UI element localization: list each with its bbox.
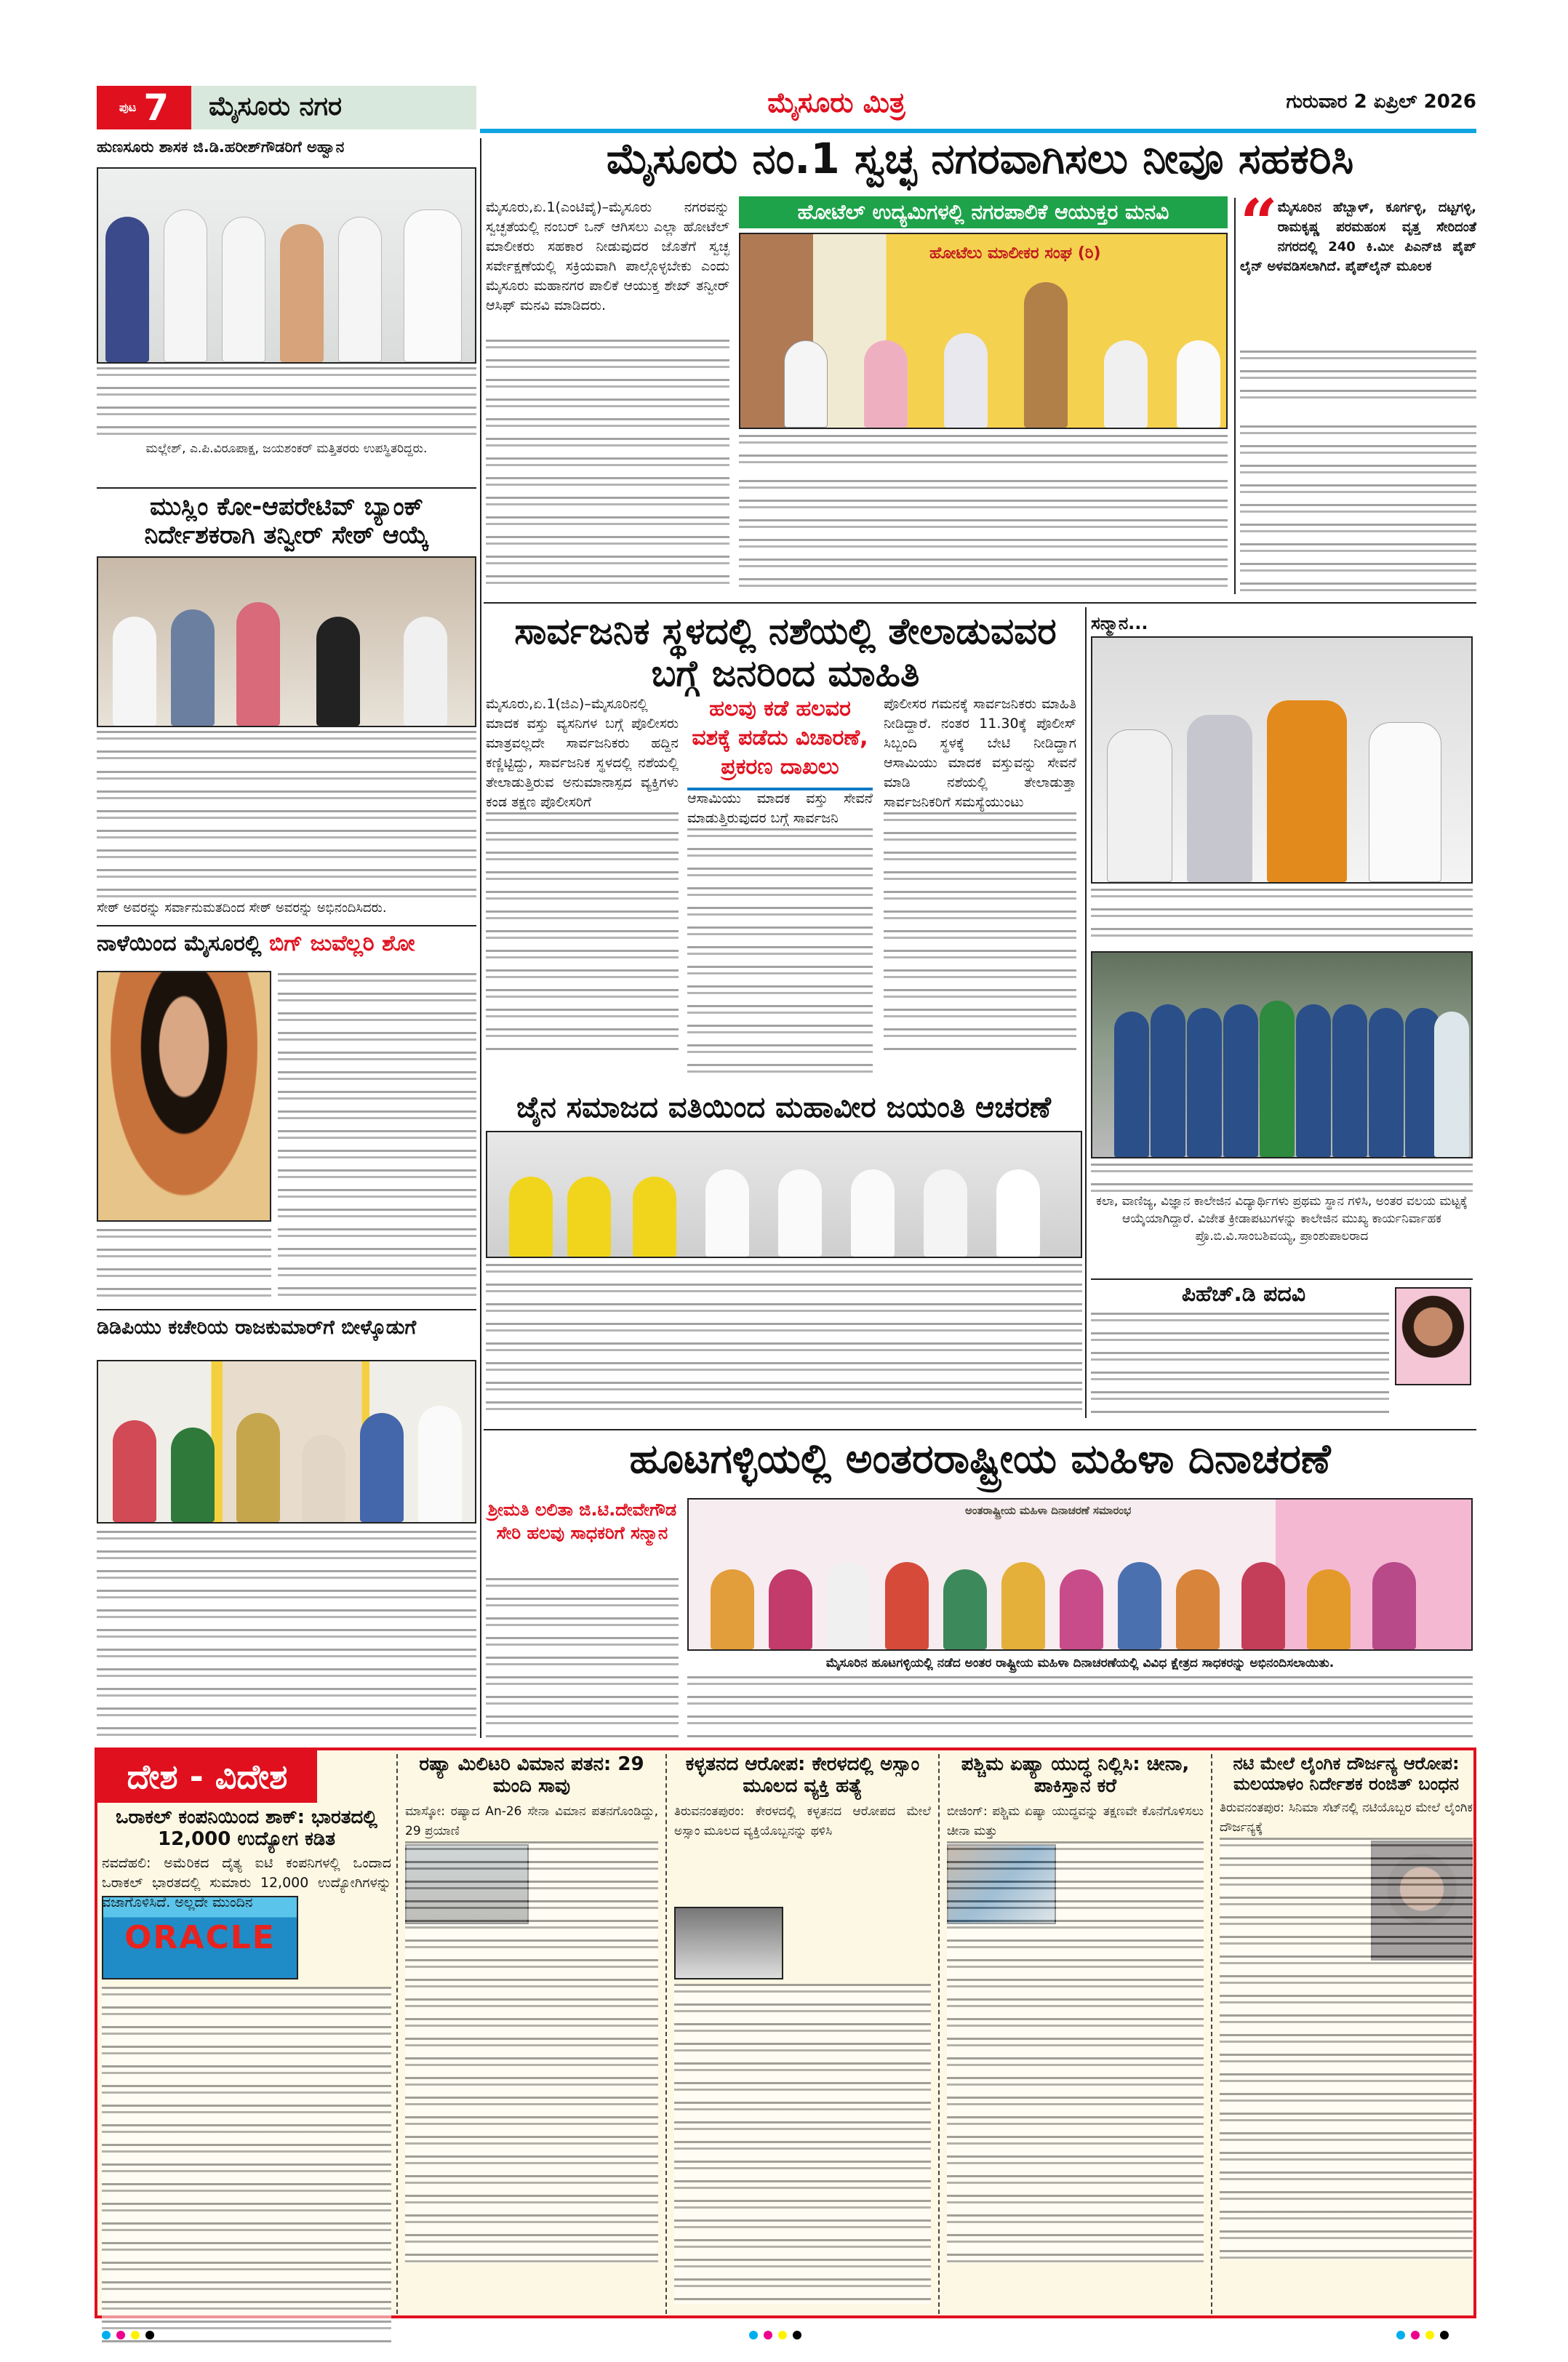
football-caption-text: ಕಲಾ, ವಾಣಿಜ್ಯ, ವಿಜ್ಞಾನ ಕಾಲೇಜಿನ ವಿದ್ಯಾರ್ಥಿಗಳು ಪ್ರಥಮ ಸ್ಥಾನ ಗಳಿಸಿ, ಅಂತರ ವಲಯ ಮಟ್ಟಕ್ಕೆ ಆಯ್ಕೆಯಾಗಿದ್ದಾರೆ. ವಿಜೇತ ಕ್ರೀಡಾಪಟುಗಳನ್ನು ಕಾಲೇಜಿನ ಮುಖ್ಯ ಕಾರ್ಯನಿರ್ವಾಹಕ ಪ್ರೊ.ಬಿ.ವಿ.ಸಾಂಬಶಿವಯ್ಯ, ಪ್ರಾಂಶುಪಾಲರಾದ	[1096, 1194, 1468, 1244]
jain-headline: ಜೈನ ಸಮಾಜದ ವತಿಯಿಂದ ಮಹಾವೀರ ಜಯಂತಿ ಆಚರಣೆ	[516, 1091, 1052, 1124]
person-figure	[1107, 729, 1172, 882]
story-headline: ಕಳ್ಳತನದ ಆರೋಪ: ಕೇರಳದಲ್ಲಿ ಅಸ್ಸಾಂ ಮೂಲದ ವ್ಯಕ್ತಿ ಹತ್ಯೆ	[685, 1753, 920, 1797]
hunsur-photo	[97, 167, 476, 364]
person-figure	[778, 1169, 822, 1257]
column-divider	[480, 138, 481, 1738]
person-figure	[1267, 700, 1347, 882]
quote-mark-icon: “	[1240, 185, 1278, 262]
kerala-photo	[674, 1907, 783, 1979]
story-kerala-murder	[665, 1754, 931, 2314]
person-figure	[418, 1406, 462, 1522]
person-figure	[1434, 1012, 1469, 1157]
column-divider	[1085, 607, 1087, 1418]
person-figure	[360, 1413, 404, 1522]
drugs-col3-text: ಪೊಲೀಸರ ಗಮನಕ್ಕೆ ಸಾರ್ವಜನಿಕರು ಮಾಹಿತಿ ನೀಡಿದ್ದಾರೆ. ನಂತರ 11.30ಕ್ಕೆ ಪೊಲೀಸ್ ಸಿಬ್ಬಂದಿ ಸ್ಥಳಕ್ಕೆ ಬೇಟಿ ನೀಡಿದ್ದಾಗ ಆಸಾಮಿಯು ಮಾದಕ ವಸ್ತುವನ್ನು ಸೇವನೆ ಮಾಡಿ ನಶೆಯಲ್ಲಿ ತೇಲಾಡುತ್ತಾ ಸಾರ್ವಜನಿಕರಿಗೆ ಸಮಸ್ಯೆಯುಂಟು	[884, 696, 1076, 810]
jewel-headline	[97, 931, 476, 956]
person-figure	[567, 1177, 611, 1257]
person-figure	[1114, 1012, 1149, 1157]
person-figure	[171, 1428, 215, 1522]
text-lines	[1240, 351, 1476, 409]
person-figure	[316, 617, 360, 726]
person-figure	[633, 1177, 676, 1257]
lead-headline: ಮೈಸೂರು ನಂ.1 ಸ್ವಚ್ಛ ನಗರವಾಗಿಸಲು ನೀವೂ ಸಹಕರಿಸಿ	[606, 134, 1354, 183]
person-figure	[711, 1569, 754, 1649]
section-rule	[1091, 1278, 1473, 1280]
football-caption	[1091, 1164, 1473, 1276]
person-figure	[1104, 340, 1148, 428]
person-figure	[1223, 1004, 1258, 1157]
story-body: ತಿರುವನಂತಪುರಂ: ಕೇರಳದಲ್ಲಿ ಕಳ್ಳತನದ ಆರೋಪದ ಮೇಲೆ ಅಸ್ಸಾಂ ಮೂಲದ ವ್ಯಕ್ತಿಯೊಬ್ಬನನ್ನು ಥಳಿಸಿ	[674, 1803, 931, 1838]
person-figure	[1001, 1562, 1045, 1649]
lead-caption-lines	[739, 435, 1228, 471]
person-figure	[509, 1177, 553, 1257]
story-body: ಮಾಸ್ಕೋ: ರಷ್ಯಾದ An-26 ಸೇನಾ ವಿಮಾನ ಪತನಗೊಂಡಿದ್ದು, 29 ಪ್ರಯಾಣಿ	[405, 1803, 658, 1838]
section-rule	[97, 487, 476, 489]
lead-body	[486, 198, 729, 594]
bank-body-lines	[97, 771, 476, 898]
person-figure	[1187, 715, 1252, 882]
text-lines	[947, 1841, 1204, 2263]
lead-banner: ಹೋಟೆಲ್ ಉದ್ಯಮಿಗಳಲ್ಲಿ ನಗರಪಾಲಿಕೆ ಆಯುಕ್ತರ ಮನವಿ	[739, 196, 1228, 228]
person-figure	[924, 1169, 967, 1257]
phd-body-lines	[1091, 1313, 1389, 1414]
womens-day-body-lines	[486, 1578, 679, 1738]
jain-body-lines	[486, 1284, 1082, 1414]
story-director-arrest	[1211, 1754, 1473, 2314]
womens-day-caption: ಮೈಸೂರಿನ ಹೂಟಗಳ್ಳಿಯಲ್ಲಿ ನಡೆದ ಅಂತರ ರಾಷ್ಟ್ರೀಯ ಮಹಿಳಾ ದಿನಾಚರಣೆಯಲ್ಲಿ ವಿವಿಧ ಕ್ಷೇತ್ರದ ಸಾಧಕರನ್ನು ಅಭಿನಂದಿಸಲಾಯಿತು.	[825, 1656, 1335, 1670]
drugs-subhead: ಹಲವು ಕಡೆ ಹಲವರ ವಶಕ್ಕೆ ಪಡೆದು ವಿಚಾರಣೆ, ಪ್ರಕರಣ ದಾಖಲು	[687, 694, 873, 790]
photo-sign: ಹೋಟೆಲು ಮಾಲೀಕರ ಸಂಘ (ರಿ)	[929, 244, 1101, 263]
drugs-col2	[687, 789, 873, 1087]
hunsur-caption-text: ಮಲ್ಲೇಶ್, ಎ.ಪಿ.ವಿರೂಪಾಕ್ಷ, ಜಯಶಂಕರ್ ಮತ್ತಿತರರು ಉಪಸ್ಥಿತರಿದ್ದರು.	[145, 441, 428, 456]
column-divider	[1234, 198, 1236, 594]
person-figure	[1372, 1562, 1416, 1649]
womens-day-subhead: ಶ್ರೀಮತಿ ಲಲಿತಾ ಜಿ.ಟಿ.ದೇವೇಗೌಡ ಸೇರಿ ಹಲವು ಸಾಧಕರಿಗೆ ಸನ್ಮಾನ	[487, 1500, 677, 1543]
person-figure	[164, 209, 207, 362]
felicitation-caption-lines	[1091, 889, 1473, 943]
ddpu-headline: ಡಿಡಿಪಿಯು ಕಚೇರಿಯ ರಾಜಕುಮಾರ್‌ಗೆ ಬೀಳ್ಕೊಡುಗೆ	[97, 1316, 417, 1339]
felicitation-headline: ಸನ್ಮಾನ...	[1091, 613, 1148, 633]
text-lines	[486, 340, 729, 594]
color-registration-marks	[102, 2331, 154, 2339]
person-figure	[851, 1169, 895, 1257]
hunsur-headline: ಹುಣಸೂರು ಶಾಸಕ ಜಿ.ಡಿ.ಹರೀಶ್‌ಗೌಡರಿಗೆ ಅಹ್ವಾನ	[97, 138, 345, 156]
quote-box-2	[1240, 425, 1476, 594]
womens-day-banner: ಅಂತರಾಷ್ಟ್ರೀಯ ಮಹಿಳಾ ದಿನಾಚರಣೆ ಸಮಾರಂಭ	[965, 1504, 1132, 1517]
page-number-badge	[97, 86, 191, 129]
jewel-headline-red: ಬಿಗ್ ಜುವೆಲ್ಲರಿ ಶೋ	[269, 931, 415, 956]
drugs-col1	[486, 694, 679, 1087]
person-figure	[1369, 1008, 1404, 1157]
lead-photo	[739, 233, 1228, 429]
lead-body-text: ಮೈಸೂರು,ಏ.1(ಎಂಟಿವೈ)–ಮೈಸೂರು ನಗರವನ್ನು ಸ್ವಚ್ಛತೆಯಲ್ಲಿ ನಂಬರ್ ಒನ್ ಆಗಿಸಲು ಎಲ್ಲಾ ಹೋಟೆಲ್ ಮಾಲೀಕರು ಸಹಕಾರ ನೀಡುವುದರ ಜೊತೆಗೆ ಸ್ವಚ್ಛ ಸರ್ವೇಕ್ಷಣೆಯಲ್ಲಿ ಸಕ್ರಿಯವಾಗಿ ಪಾಲ್ಗೊಳ್ಳಬೇಕು ಎಂದು ಮೈಸೂರು ಮಹಾನಗರ ಪಾಲಿಕೆ ಆಯುಕ್ತ ಶೇಖ್ ತನ್ವೀರ್ ಆಸಿಫ್ ಮನವಿ ಮಾಡಿದರು.	[486, 199, 729, 313]
person-figure	[769, 1569, 812, 1649]
person-figure	[280, 224, 324, 362]
person-figure	[1060, 1569, 1103, 1649]
jain-photo	[486, 1131, 1082, 1258]
person-figure	[1024, 282, 1068, 428]
person-figure	[1177, 340, 1220, 428]
person-figure	[222, 217, 265, 362]
person-figure	[885, 1562, 929, 1649]
section-rule	[97, 1309, 476, 1310]
person-figure	[827, 1562, 871, 1649]
phd-headline: ಪಿಹೆಚ್.ಡಿ ಪದವಿ	[1181, 1281, 1306, 1307]
person-figure	[1151, 1004, 1185, 1157]
ddpu-photo	[97, 1360, 476, 1524]
color-registration-marks	[1396, 2331, 1449, 2339]
section-rule	[484, 1429, 1476, 1430]
person-figure	[236, 602, 280, 726]
womens-day-photo	[687, 1498, 1473, 1651]
felicitation-photo	[1091, 636, 1473, 884]
hunsur-caption	[97, 367, 476, 462]
page-number: 7	[143, 87, 169, 129]
bank-headline: ಮುಸ್ಲಿಂ ಕೋ-ಆಪರೇಟಿವ್ ಬ್ಯಾಂಕ್ ನಿರ್ದೇಶಕರಾಗಿ ತನ್ವೀರ್ ಸೇಠ್ ಆಯ್ಕೆ	[144, 492, 429, 551]
person-figure	[1176, 1569, 1220, 1649]
section-rule	[97, 925, 476, 926]
section-title: ಮೈಸೂರು ನಗರ	[191, 86, 476, 129]
text-lines	[687, 828, 873, 1076]
story-body: ನವದೆಹಲಿ: ಅಮೆರಿಕದ ದೈತ್ಯ ಐಟಿ ಕಂಪನಿಗಳಲ್ಲಿ ಒಂದಾದ ಒರಾಕಲ್ ಭಾರತದಲ್ಲಿ ಸುಮಾರು 12,000 ಉದ್ಯೋಗಿಗಳನ್ನು ವಜಾಗೊಳಿಸಿದೆ. ಅಲ್ಲದೇ ಮುಂದಿನ	[102, 1854, 391, 1910]
drugs-col3	[884, 694, 1076, 1087]
person-figure	[1260, 1001, 1295, 1157]
person-figure	[404, 209, 462, 362]
story-headline: ಪಶ್ಚಿಮ ಏಷ್ಯಾ ಯುದ್ಧ ನಿಲ್ಲಿಸಿ: ಚೀನಾ, ಪಾಕಿಸ್ತಾನ ಕರೆ	[961, 1753, 1190, 1797]
desha-videsha-label: ದೇಶ - ವಿದೇಶ	[97, 1750, 317, 1803]
person-figure	[996, 1169, 1040, 1257]
person-figure	[236, 1413, 280, 1522]
person-figure	[105, 217, 149, 362]
section-rule	[484, 602, 1476, 604]
person-figure	[404, 617, 447, 726]
text-lines	[102, 1987, 391, 2343]
person-figure	[338, 217, 382, 362]
story-plane-crash	[396, 1754, 658, 2314]
person-figure	[1369, 722, 1441, 882]
story-headline: ಒರಾಕಲ್ ಕಂಪನಿಯಿಂದ ಶಾಕ್: ಭಾರತದಲ್ಲಿ 12,000 ಉದ್ಯೋಗ ಕಡಿತ	[116, 1806, 377, 1850]
bank-body-end: ಸೇಠ್ ಅವರನ್ನು ಸರ್ವಾನುಮತದಿಂದ ಸೇಠ್ ಅವರನ್ನು ಅಭಿನಂದಿಸಿದರು.	[97, 900, 387, 916]
person-figure	[1241, 1562, 1285, 1649]
womens-day-body2-lines	[687, 1676, 1473, 1738]
jain-caption-lines	[486, 1264, 1082, 1277]
person-figure	[784, 340, 828, 428]
text-lines	[674, 1984, 931, 2304]
jewel-headline-black: ನಾಳೆಯಿಂದ ಮೈಸೂರಲ್ಲಿ	[97, 931, 262, 956]
bank-photo	[97, 556, 476, 727]
quote-box	[1240, 185, 1476, 416]
person-figure	[1187, 1008, 1222, 1157]
person-figure	[1118, 1562, 1161, 1649]
text-lines	[486, 812, 679, 1052]
jewel-caption-lines	[97, 1229, 271, 1300]
lead-body-lines	[739, 480, 1228, 595]
story-oracle	[102, 1807, 391, 2313]
story-headline: ರಷ್ಯಾ ಮಿಲಿಟರಿ ವಿಮಾನ ಪತನ: 29 ಮಂದಿ ಸಾವು	[419, 1753, 644, 1797]
person-figure	[302, 1435, 345, 1522]
person-figure	[944, 333, 988, 428]
quote-text: ಮೈಸೂರಿನ ಹೆಬ್ಬಾಳ್, ಕೂರ್ಗಳ್ಳಿ, ದಟ್ಟಗಳ್ಳಿ, ರಾಮಕೃಷ್ಣ ಪರಮಹಂಸ ವೃತ್ತ ಸೇರಿದಂತೆ ನಗರದಲ್ಲಿ 240 ಕಿ.ಮೀ ಪಿಎನ್‌ಜಿ ಪೈಪ್ ಲೈನ್ ಅಳವಡಿಸಲಾಗಿದೆ. ಪೈಪ್‌ಲೈನ್ ಮೂಲಕ	[1240, 200, 1476, 274]
oracle-logo: ORACLE	[124, 1918, 276, 1956]
story-body: ಬೀಜಿಂಗ್: ಪಶ್ಚಿಮ ಏಷ್ಯಾ ಯುದ್ಧವನ್ನು ತಕ್ಷಣವೇ ಕೊನೆಗೊಳಿಸಲು ಚೀನಾ ಮತ್ತು	[947, 1803, 1204, 1838]
issue-date: ಗುರುವಾರ 2 ಏಪ್ರಿಲ್ 2026	[1286, 91, 1476, 113]
jewel-model-photo	[97, 971, 271, 1222]
drugs-col1-text: ಮೈಸೂರು,ಏ.1(ಜಿಎ)–ಮೈಸೂರಿನಲ್ಲಿ ಮಾದಕ ವಸ್ತು ವ್ಯಸನಿಗಳ ಬಗ್ಗೆ ಪೊಲೀಸರು ಮಾತ್ರವಲ್ಲದೇ ಸಾರ್ವಜನಿಕರು ಹದ್ದಿನ ಕಣ್ಣಿಟ್ಟಿದ್ದು, ಸಾರ್ವಜನಿಕ ಸ್ಥಳದಲ್ಲಿ ನಶೆಯಲ್ಲಿ ತೇಲಾಡುತ್ತಿರುವ ಅನುಮಾನಾಸ್ಪದ ವ್ಯಕ್ತಿಗಳು ಕಂಡ ತಕ್ಷಣ ಪೊಲೀಸರಿಗೆ	[486, 696, 679, 810]
jewel-body-lines	[278, 973, 476, 1300]
person-figure	[1307, 1569, 1351, 1649]
text-lines	[1220, 1838, 1473, 2259]
story-body: ತಿರುವನಂತಪುರ: ಸಿನಿಮಾ ಸೆಟ್‌ನಲ್ಲಿ ನಟಿಯೊಬ್ಬರ ಮೇಲೆ ಲೈಂಗಿಕ ದೌರ್ಜನ್ಯಕ್ಕೆ	[1220, 1801, 1473, 1835]
page-label: ಪುಟ	[119, 100, 137, 114]
text-lines	[97, 367, 476, 440]
phd-portrait	[1395, 1287, 1471, 1385]
drugs-col2-text: ಆಸಾಮಿಯು ಮಾದಕ ವಸ್ತು ಸೇವನೆ ಮಾಡುತ್ತಿರುವುದರ ಬಗ್ಗೆ ಸಾರ್ವಜನಿ	[687, 790, 873, 826]
person-figure	[943, 1569, 987, 1649]
story-west-asia	[938, 1754, 1204, 2314]
person-figure	[1296, 1004, 1331, 1157]
header-rule	[480, 129, 1476, 133]
womens-day-headline: ಹೂಟಗಳ್ಳಿಯಲ್ಲಿ ಅಂತರರಾಷ್ಟ್ರೀಯ ಮಹಿಳಾ ದಿನಾಚರಣೆ	[629, 1436, 1331, 1483]
football-photo	[1091, 951, 1473, 1158]
ddpu-body-lines	[97, 1531, 476, 1738]
person-figure	[705, 1169, 749, 1257]
drugs-headline: ಸಾರ್ವಜನಿಕ ಸ್ಥಳದಲ್ಲಿ ನಶೆಯಲ್ಲಿ ತೇಲಾಡುವವರ ಬಗ್ಗೆ ಜನರಿಂದ ಮಾಹಿತಿ	[514, 610, 1057, 694]
text-lines	[405, 1841, 658, 2263]
person-figure	[171, 609, 215, 726]
story-headline: ನಟಿ ಮೇಲೆ ಲೈಂಗಿಕ ದೌರ್ಜನ್ಯ ಆರೋಪ: ಮಲಯಾಳಂ ನಿರ್ದೇಶಕ ರಂಜಿತ್ ಬಂಧನ	[1233, 1753, 1460, 1794]
person-figure	[864, 340, 908, 428]
person-figure	[1332, 1004, 1367, 1157]
text-lines	[884, 812, 1076, 1052]
bank-caption-lines	[97, 731, 476, 764]
color-registration-marks	[749, 2331, 801, 2339]
text-lines	[1091, 1164, 1473, 1193]
person-figure	[113, 1420, 156, 1522]
person-figure	[113, 617, 156, 726]
masthead-logo: ಮೈಸೂರು ಮಿತ್ರ	[767, 86, 905, 119]
